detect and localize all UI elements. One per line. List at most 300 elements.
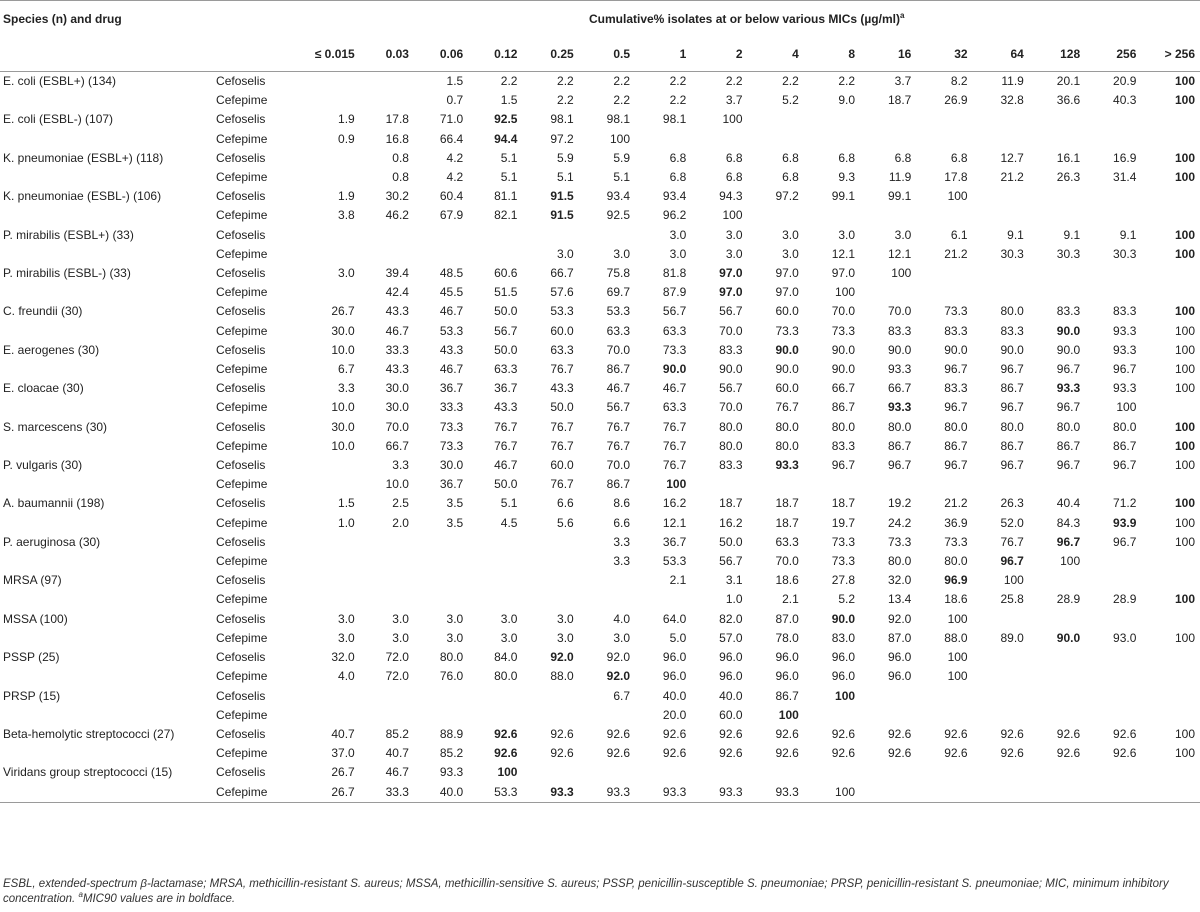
mic-value-cell <box>1141 667 1200 686</box>
mic-value-cell: 40.7 <box>331 726 355 741</box>
mic-value-cell <box>522 590 578 609</box>
mic-value-cell: 76.7 <box>1000 534 1024 549</box>
mic-value-cell: 100 <box>1174 496 1195 511</box>
table-row <box>0 72 1200 92</box>
mic-value-cell: 30.3 <box>1000 246 1024 261</box>
mic-value-cell: 83.3 <box>1056 304 1081 319</box>
mic-value-cell: 90.0 <box>831 611 856 626</box>
mic-value-cell: 63.3 <box>662 323 687 338</box>
table-row <box>0 283 1200 302</box>
mic-value-cell: 92.6 <box>662 746 687 761</box>
species-cell <box>0 706 213 725</box>
mic-value-cell: 50.0 <box>494 304 518 319</box>
mic-value-cell <box>293 475 359 494</box>
mic-value-cell: 3.0 <box>782 246 799 261</box>
mic-value-cell: 56.7 <box>662 304 687 319</box>
mic-value-cell: 36.7 <box>439 381 464 396</box>
mic-value-cell: 92.6 <box>494 746 518 761</box>
species-cell: P. mirabilis (ESBL+) (33) <box>3 227 134 242</box>
mic-value-cell: 80.0 <box>831 419 856 434</box>
mic-value-cell: 96.0 <box>831 669 856 684</box>
mic-value-cell <box>293 226 359 245</box>
mic-value-cell <box>360 91 414 110</box>
mic-value-cell: 30.3 <box>1056 246 1081 261</box>
drug-cell: Cefoselis <box>216 534 266 549</box>
mic-value-cell <box>916 206 972 225</box>
mic-value-cell: 26.7 <box>331 765 355 780</box>
table-row <box>0 514 1200 533</box>
mic-value-cell: 5.1 <box>500 496 518 511</box>
species-cell <box>0 437 213 456</box>
mic-value-cell: 94.4 <box>494 131 518 146</box>
table-row <box>0 379 1200 398</box>
mic-value-cell <box>748 130 804 149</box>
mic-value-cell: 96.0 <box>887 650 912 665</box>
species-cell <box>0 322 213 341</box>
mic-value-cell: 100 <box>1174 458 1195 473</box>
mic-value-cell <box>360 226 414 245</box>
mic-value-cell: 96.7 <box>887 458 912 473</box>
mic-value-cell: 86.7 <box>775 688 799 703</box>
mic-value-cell: 9.0 <box>838 93 856 108</box>
mic-value-cell <box>468 552 522 571</box>
drug-cell: Cefoselis <box>216 650 266 665</box>
species-cell: K. pneumoniae (ESBL+) (118) <box>3 150 164 165</box>
table-row <box>0 149 1200 168</box>
drug-cell: Cefepime <box>216 285 268 300</box>
mic-value-cell <box>1029 763 1085 782</box>
mic-value-cell <box>293 552 359 571</box>
footnote-sup: a <box>78 890 83 900</box>
mic-value-cell: 96.0 <box>662 669 687 684</box>
mic-value-cell <box>973 130 1029 149</box>
mic-value-cell: 71.2 <box>1113 496 1137 511</box>
mic-value-cell: 16.2 <box>662 496 687 511</box>
header-spacer <box>213 37 293 72</box>
mic-value-cell <box>916 283 972 302</box>
mic-value-cell: 1.5 <box>500 93 518 108</box>
mic-value-cell: 3.7 <box>725 93 743 108</box>
table-row <box>0 264 1200 283</box>
mic-value-cell: 43.3 <box>494 400 518 415</box>
mic-value-cell: 88.9 <box>439 726 464 741</box>
mic-value-cell: 4.2 <box>446 170 464 185</box>
mic-value-cell <box>360 590 414 609</box>
mic-value-cell: 5.1 <box>557 170 574 185</box>
mic-value-cell: 43.3 <box>385 362 409 377</box>
drug-cell: Cefepime <box>213 783 293 803</box>
mic-value-cell <box>1085 130 1141 149</box>
mic-value-cell: 11.9 <box>1001 74 1024 88</box>
drug-cell: Cefepime <box>216 323 268 338</box>
mic-value-cell <box>414 552 468 571</box>
drug-cell: Cefepime <box>216 746 268 761</box>
mic-value-cell: 83.3 <box>887 323 912 338</box>
drug-cell: Cefoselis <box>216 227 266 242</box>
mic-value-cell: 60.4 <box>439 189 464 204</box>
mic-value-cell <box>1029 783 1085 803</box>
mic-value-cell: 93.4 <box>606 189 630 204</box>
mic-value-cell: 96.7 <box>1000 458 1024 473</box>
drug-cell: Cefoselis <box>216 266 266 281</box>
mic-value-cell: 100 <box>1174 304 1195 319</box>
mic-value-cell <box>579 571 635 590</box>
mic-value-cell: 90.0 <box>831 342 856 357</box>
mic-value-cell <box>1141 706 1200 725</box>
mic-value-cell: 32.0 <box>331 650 355 665</box>
mic-value-cell <box>414 533 468 552</box>
mic-column-header: 0.06 <box>414 37 468 72</box>
mic-value-cell: 100 <box>835 285 856 300</box>
table-row <box>0 533 1200 552</box>
drug-cell: Cefoselis <box>216 189 266 204</box>
table-row <box>0 667 1200 686</box>
mic-value-cell <box>1029 571 1085 590</box>
mic-value-cell: 88.0 <box>944 630 968 645</box>
mic-value-cell: 86.7 <box>1056 438 1081 453</box>
mic-value-cell: 94.3 <box>719 189 743 204</box>
mic-column-header: 8 <box>804 37 860 72</box>
mic-value-cell: 0.8 <box>392 170 409 185</box>
mic-value-cell: 100 <box>1174 438 1195 453</box>
mic-value-cell: 6.8 <box>669 150 687 165</box>
mic-value-cell: 67.9 <box>439 208 464 223</box>
mic-value-cell <box>804 706 860 725</box>
mic-value-cell: 96.0 <box>831 650 856 665</box>
mic-value-cell: 80.0 <box>775 438 799 453</box>
mic-value-cell: 92.0 <box>606 669 630 684</box>
mic-value-cell: 46.7 <box>494 458 518 473</box>
mic-column-header: 256 <box>1085 37 1141 72</box>
drug-cell: Cefepime <box>216 208 268 223</box>
mic-value-cell: 36.7 <box>439 477 464 492</box>
mic-value-cell <box>414 226 468 245</box>
mic-value-cell: 40.7 <box>385 746 409 761</box>
mic-value-cell: 93.3 <box>1113 342 1137 357</box>
mic-value-cell: 100 <box>1116 400 1137 415</box>
mic-value-cell: 5.2 <box>838 592 856 607</box>
mic-value-cell <box>973 687 1029 706</box>
mic-value-cell <box>973 706 1029 725</box>
mic-value-cell <box>1141 687 1200 706</box>
mic-value-cell <box>293 168 359 187</box>
mic-value-cell: 70.0 <box>719 323 743 338</box>
mic-value-cell: 96.7 <box>1113 458 1137 473</box>
mic-value-cell: 3.0 <box>725 246 743 261</box>
mic-value-cell: 76.7 <box>550 438 574 453</box>
mic-value-cell: 100 <box>947 669 968 684</box>
table-row <box>0 571 1200 590</box>
mic-value-cell <box>468 533 522 552</box>
mic-value-cell <box>691 130 747 149</box>
mic-value-cell <box>1141 264 1200 283</box>
mic-value-cell: 10.0 <box>385 477 409 492</box>
drug-cell: Cefepime <box>216 515 268 530</box>
mic-value-cell: 81.8 <box>662 266 687 281</box>
mic-value-cell: 3.0 <box>669 246 687 261</box>
species-cell: MSSA (100) <box>3 611 68 626</box>
mic-value-cell <box>293 72 359 92</box>
mic-value-cell: 43.3 <box>385 304 409 319</box>
mic-value-cell: 16.9 <box>1113 150 1137 165</box>
mic-value-cell: 3.3 <box>613 554 630 569</box>
mic-value-cell: 92.5 <box>494 112 518 127</box>
mic-column-header: 1 <box>635 37 691 72</box>
species-cell: E. cloacae (30) <box>3 381 84 396</box>
mic-value-cell: 93.3 <box>1056 381 1081 396</box>
mic-value-cell: 30.0 <box>331 323 355 338</box>
mic-value-cell: 90.0 <box>662 362 687 377</box>
mic-value-cell: 5.2 <box>782 93 799 108</box>
mic-value-cell: 13.4 <box>887 592 912 607</box>
mic-value-cell: 30.0 <box>385 381 409 396</box>
mic-value-cell: 1.9 <box>338 112 355 127</box>
table-row <box>0 456 1200 475</box>
mic-value-cell: 96.7 <box>1056 362 1081 377</box>
mic-value-cell: 2.2 <box>613 93 630 108</box>
species-cell <box>0 667 213 686</box>
mic-value-cell <box>522 763 578 782</box>
species-cell: C. freundii (30) <box>3 304 83 319</box>
mic-value-cell: 5.1 <box>613 170 630 185</box>
mic-value-cell <box>1085 763 1141 782</box>
mic-value-cell: 80.0 <box>887 419 912 434</box>
mic-value-cell <box>973 763 1029 782</box>
mic-value-cell <box>860 110 916 129</box>
mic-value-cell: 92.6 <box>1056 726 1081 741</box>
mic-value-cell <box>691 475 747 494</box>
table-row <box>0 437 1200 456</box>
mic-value-cell <box>414 687 468 706</box>
mic-value-cell: 6.7 <box>613 688 630 703</box>
mic-value-cell: 86.7 <box>1113 438 1137 453</box>
mic-value-cell: 81.1 <box>494 189 518 204</box>
mic-value-cell: 90.0 <box>944 342 968 357</box>
mic-value-cell <box>360 706 414 725</box>
mic-value-cell: 76.7 <box>550 477 574 492</box>
species-cell: Viridans group streptococci (15) <box>3 765 173 780</box>
mic-value-cell <box>1141 398 1200 417</box>
mic-value-cell: 46.7 <box>606 381 630 396</box>
mic-value-cell: 33.3 <box>360 783 414 803</box>
species-cell: E. aerogenes (30) <box>3 342 100 357</box>
mic-value-cell: 99.1 <box>831 189 856 204</box>
mic-value-cell <box>360 245 414 264</box>
mic-value-cell <box>804 206 860 225</box>
mic-value-cell: 76.7 <box>662 419 687 434</box>
mic-value-cell <box>916 475 972 494</box>
mic-value-cell: 86.7 <box>1000 438 1024 453</box>
mic-value-cell: 60.0 <box>775 304 799 319</box>
mic-value-cell: 97.0 <box>775 266 799 281</box>
mic-value-cell: 43.3 <box>550 381 574 396</box>
mic-value-cell: 100 <box>1174 323 1195 338</box>
mic-value-cell: 6.7 <box>338 362 355 377</box>
mic-value-cell: 90.0 <box>1056 323 1081 338</box>
table-row <box>0 245 1200 264</box>
mic-value-cell: 1.0 <box>725 592 743 607</box>
mic-value-cell: 88.0 <box>550 669 574 684</box>
mic-value-cell <box>293 533 359 552</box>
drug-cell: Cefoselis <box>216 496 266 511</box>
mic-value-cell: 92.6 <box>831 746 856 761</box>
table-row <box>0 475 1200 494</box>
mic-value-cell: 51.5 <box>494 285 518 300</box>
mic-value-cell: 64.0 <box>662 611 687 626</box>
mic-value-cell <box>522 706 578 725</box>
mic-column-header: 128 <box>1029 37 1085 72</box>
mic-value-cell: 86.7 <box>606 477 630 492</box>
mic-value-cell: 92.6 <box>606 726 630 741</box>
mic-value-cell <box>1029 610 1085 629</box>
mic-value-cell: 92.6 <box>662 726 687 741</box>
mic-value-cell: 50.0 <box>494 342 518 357</box>
mic-value-cell: 93.3 <box>522 783 578 803</box>
mic-value-cell: 80.0 <box>439 650 464 665</box>
table-row <box>0 629 1200 648</box>
drug-cell: Cefepime <box>216 246 268 261</box>
mic-value-cell <box>468 590 522 609</box>
mic-value-cell: 92.6 <box>831 726 856 741</box>
mic-value-cell: 93.3 <box>635 783 691 803</box>
mic-value-cell: 36.6 <box>1056 93 1081 108</box>
mic-value-cell: 100 <box>804 783 860 803</box>
mic-value-cell: 2.2 <box>725 74 743 88</box>
mic-value-cell: 9.1 <box>1007 227 1024 242</box>
mic-value-cell: 100 <box>1174 74 1195 88</box>
mic-value-cell: 12.1 <box>662 515 687 530</box>
mic-value-cell: 60.6 <box>494 266 518 281</box>
mic-value-cell: 63.3 <box>606 323 630 338</box>
mic-value-cell: 87.0 <box>887 630 912 645</box>
mic-value-cell: 40.0 <box>414 783 468 803</box>
mic-value-cell: 97.0 <box>775 285 799 300</box>
mic-value-cell: 85.2 <box>439 746 464 761</box>
mic-value-cell: 28.9 <box>1113 592 1137 607</box>
mic-value-cell: 93.9 <box>1113 515 1137 530</box>
mic-value-cell: 18.7 <box>887 93 912 108</box>
mic-value-cell <box>522 571 578 590</box>
mic-value-cell <box>1029 648 1085 667</box>
mic-value-cell: 90.0 <box>775 342 799 357</box>
mic-value-cell: 60.0 <box>550 458 574 473</box>
mic-value-cell: 3.3 <box>392 458 409 473</box>
mic-value-cell: 36.7 <box>662 534 687 549</box>
mic-value-cell <box>293 245 359 264</box>
species-cell: S. marcescens (30) <box>3 419 108 434</box>
table-row <box>0 610 1200 629</box>
mic-value-cell: 0.9 <box>338 131 355 146</box>
species-cell: A. baumannii (198) <box>3 496 105 511</box>
mic-value-cell: 0.8 <box>392 150 409 165</box>
mic-value-cell: 83.3 <box>1113 304 1137 319</box>
mic-value-cell: 93.3 <box>1113 381 1137 396</box>
mic-value-cell: 70.0 <box>831 304 856 319</box>
mic-value-cell: 60.0 <box>719 707 743 722</box>
mic-value-cell: 86.7 <box>1000 381 1024 396</box>
drug-cell: Cefepime <box>216 592 268 607</box>
mic-value-cell: 92.6 <box>550 746 574 761</box>
mic-value-cell: 46.7 <box>439 304 464 319</box>
mic-value-cell: 3.5 <box>446 496 464 511</box>
drug-cell: Cefoselis <box>216 611 266 626</box>
mic-value-cell <box>1029 687 1085 706</box>
table-row <box>0 398 1200 417</box>
mic-value-cell: 76.7 <box>606 419 630 434</box>
mic-value-cell: 76.7 <box>662 458 687 473</box>
species-cell <box>0 91 213 110</box>
mic-value-cell: 98.1 <box>550 112 574 127</box>
mic-value-cell: 72.0 <box>385 650 409 665</box>
mic-value-cell <box>973 610 1029 629</box>
mic-value-cell: 57.6 <box>550 285 574 300</box>
table-row <box>0 418 1200 437</box>
species-cell <box>0 130 213 149</box>
mic-value-cell: 18.6 <box>944 592 968 607</box>
table-row <box>0 706 1200 725</box>
mic-value-cell: 83.3 <box>719 458 743 473</box>
mic-value-cell: 3.0 <box>669 227 687 242</box>
mic-value-cell: 92.6 <box>550 726 574 741</box>
mic-value-cell <box>579 763 635 782</box>
mic-value-cell <box>860 206 916 225</box>
mic-value-cell: 92.0 <box>887 611 912 626</box>
mic-value-cell <box>1085 475 1141 494</box>
mic-value-cell: 73.3 <box>775 323 799 338</box>
mic-value-cell <box>973 667 1029 686</box>
mic-value-cell: 80.0 <box>887 554 912 569</box>
mic-value-cell: 3.0 <box>500 630 518 645</box>
mic-value-cell: 6.8 <box>838 150 856 165</box>
mic-value-cell: 92.6 <box>606 746 630 761</box>
mic-column-header: 0.25 <box>522 37 578 72</box>
drug-cell: Cefepime <box>216 170 268 185</box>
mic-value-cell: 96.7 <box>1056 534 1081 549</box>
footnote-text-2: MIC90 values are in boldface. <box>82 893 236 905</box>
mic-value-cell: 100 <box>609 131 630 146</box>
drug-cell: Cefepime <box>216 477 268 492</box>
mic-value-cell: 76.7 <box>775 400 799 415</box>
mic-value-cell: 92.0 <box>550 650 574 665</box>
mic-value-cell: 20.1 <box>1056 74 1081 88</box>
mic-value-cell <box>1029 187 1085 206</box>
mic-value-cell <box>360 687 414 706</box>
mic-value-cell <box>1085 206 1141 225</box>
mic-value-cell: 73.3 <box>887 534 912 549</box>
drug-cell: Cefoselis <box>216 112 266 127</box>
mic-value-cell <box>1085 283 1141 302</box>
mic-value-cell: 18.7 <box>775 515 799 530</box>
mic-value-cell <box>414 706 468 725</box>
mic-value-cell: 91.5 <box>550 189 574 204</box>
mic-value-cell: 92.0 <box>606 650 630 665</box>
species-cell: P. aeruginosa (30) <box>3 534 101 549</box>
mic-value-cell <box>1085 648 1141 667</box>
mic-value-cell: 30.0 <box>385 400 409 415</box>
mic-value-cell: 73.3 <box>944 304 968 319</box>
mic-value-cell: 3.7 <box>894 74 912 88</box>
mic-value-cell: 100 <box>1174 246 1195 261</box>
mic-value-cell <box>916 763 972 782</box>
mic-value-cell: 60.0 <box>550 323 574 338</box>
mic-value-cell: 5.9 <box>613 150 630 165</box>
mic-value-cell: 5.0 <box>669 630 687 645</box>
mic-value-cell <box>1029 475 1085 494</box>
mic-value-cell: 80.0 <box>1113 419 1137 434</box>
mic-value-cell <box>360 533 414 552</box>
drug-cell: Cefoselis <box>216 458 266 473</box>
mic-value-cell: 83.3 <box>944 323 968 338</box>
